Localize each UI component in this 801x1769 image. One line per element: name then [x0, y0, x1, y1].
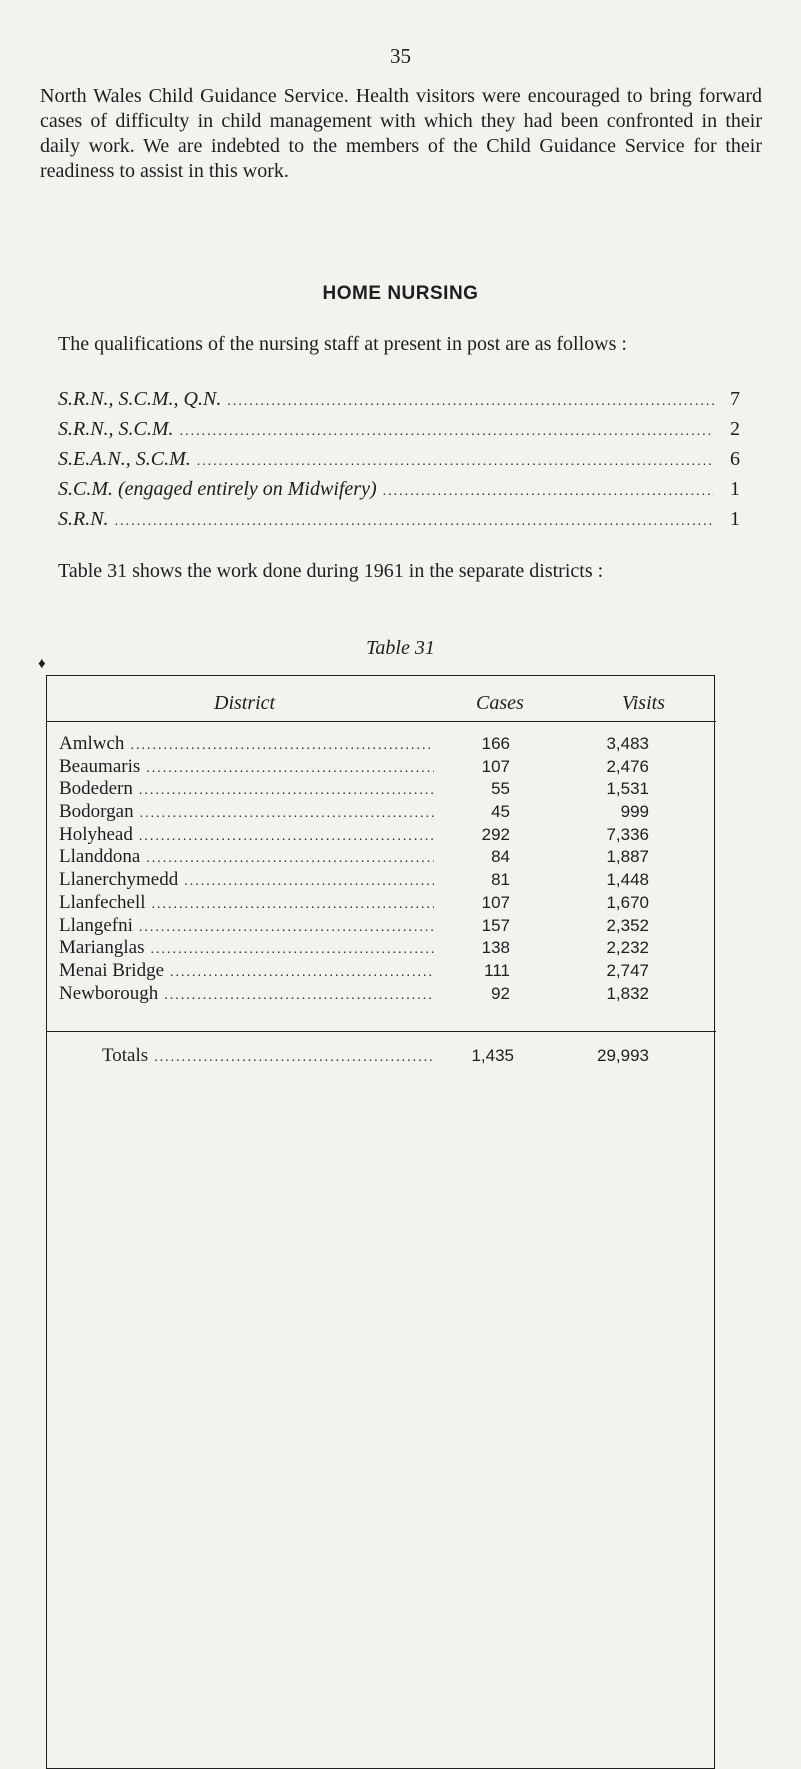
visits-value: 3,483: [606, 734, 649, 753]
table-row: [46, 778, 716, 801]
qualification-row: [58, 478, 740, 508]
visits-value: 999: [620, 802, 649, 822]
cases-value: 55: [491, 779, 510, 799]
visits-value: 1,670: [606, 892, 649, 912]
table-row: [46, 869, 716, 892]
qualification-row: [58, 448, 740, 478]
totals-line: [46, 1045, 716, 1068]
dot-leader: [383, 484, 714, 500]
dot-leader: [150, 939, 434, 961]
qualification-count: 1: [730, 508, 740, 530]
dot-leader: [139, 826, 434, 848]
table-row: [46, 824, 716, 847]
cases-value: 157: [481, 915, 510, 935]
cases-value: 84: [491, 847, 510, 867]
cases-value: 45: [491, 802, 510, 822]
cases-value: 92: [491, 983, 510, 1003]
district-name: Llanddona: [59, 846, 141, 868]
visits-value: 1,887: [606, 847, 649, 867]
header-district: District: [214, 692, 276, 714]
totals-label: Totals: [102, 1045, 149, 1066]
totals-cases-value: 1,435: [471, 1046, 514, 1065]
dot-leader: [139, 780, 434, 802]
table-row: [46, 756, 716, 779]
dot-leader: [152, 894, 434, 916]
cases-value: 138: [481, 938, 510, 958]
dot-leader: [227, 394, 714, 410]
table-row: [46, 983, 716, 1006]
cases-value: 81: [491, 870, 510, 890]
qualification-count: 1: [730, 478, 740, 500]
qualifications-intro: The qualifications of the nursing staff at present in post are as follows :: [58, 333, 627, 355]
cases-value: 107: [481, 892, 510, 912]
table-caption: Table 31: [366, 637, 435, 659]
table-row: [46, 801, 716, 824]
header-visits: Visits: [622, 692, 665, 714]
table-body: [46, 733, 716, 1005]
dot-leader: [184, 871, 434, 893]
dot-leader: [146, 848, 434, 870]
visits-value: 1,448: [606, 870, 649, 890]
visits-value: 2,476: [606, 756, 649, 776]
dot-leader: [115, 514, 714, 530]
district-name: Menai Bridge: [59, 959, 165, 981]
table-intro: Table 31 shows the work done during 1961 in the separate districts :: [58, 560, 604, 582]
visits-value: 2,352: [606, 915, 649, 935]
qualification-count: 6: [730, 448, 740, 470]
table-row: [46, 915, 716, 938]
qualification-label: S.R.N.: [58, 508, 109, 530]
qualification-count: 2: [730, 418, 740, 440]
qualification-label: S.R.N., S.C.M.: [58, 418, 174, 440]
qualification-label: S.R.N., S.C.M., Q.N.: [58, 388, 222, 410]
district-name: Bodedern: [59, 778, 133, 800]
qualification-count: 7: [730, 388, 740, 410]
district-name: Llangefni: [59, 914, 133, 936]
totals-visits-value: 29,993: [597, 1046, 649, 1065]
visits-value: 1,832: [606, 983, 649, 1003]
dot-leader: [146, 758, 434, 780]
table-row: [46, 937, 716, 960]
qualification-label: S.E.A.N., S.C.M.: [58, 448, 191, 470]
dot-leader: [139, 917, 434, 939]
district-name: Marianglas: [59, 937, 145, 959]
totals-row: [46, 1031, 716, 1072]
table-row: [46, 733, 716, 756]
header-cases: Cases: [476, 692, 524, 714]
intro-paragraph: North Wales Child Guidance Service. Health visitors were encouraged to bring forward cases of difficulty in child management with which they had been confronted in their daily work. We are indebted to the members of the Child Guidance Service for their readiness to assist in this work.: [40, 85, 762, 182]
cases-value: 111: [484, 960, 510, 980]
visits-value: 7,336: [606, 824, 649, 844]
qualification-row: [58, 418, 740, 448]
stray-mark: ♦: [38, 656, 46, 672]
section-heading: HOME NURSING: [322, 283, 479, 304]
visits-value: 2,747: [606, 960, 649, 980]
table-header-row: [46, 675, 716, 722]
dot-leader: [164, 985, 434, 1007]
visits-value: 1,531: [606, 779, 649, 799]
districts-table: [46, 675, 716, 1769]
visits-value: 2,232: [606, 938, 649, 958]
district-name: Newborough: [59, 982, 159, 1004]
dot-leader: [130, 735, 434, 757]
dot-leader: [154, 1047, 434, 1069]
qualification-row: [58, 388, 740, 418]
cases-value: 166: [481, 734, 510, 753]
dot-leader: [140, 803, 434, 825]
table-row: [46, 846, 716, 869]
district-name: Beaumaris: [59, 755, 141, 777]
district-name: Amlwch: [59, 733, 125, 754]
cases-value: 107: [481, 756, 510, 776]
qualification-label: S.C.M. (engaged entirely on Midwifery): [58, 478, 377, 500]
qualifications-list: [58, 388, 740, 538]
cases-value: 292: [481, 824, 510, 844]
district-name: Bodorgan: [59, 801, 134, 823]
district-name: Llanerchymedd: [59, 869, 179, 891]
dot-leader: [170, 962, 434, 984]
qualification-row: [58, 508, 740, 538]
table-row: [46, 892, 716, 915]
table-row: [46, 960, 716, 983]
page-number: 35: [390, 44, 411, 68]
dot-leader: [180, 424, 714, 440]
district-name: Holyhead: [59, 823, 133, 845]
dot-leader: [197, 454, 714, 470]
district-name: Llanfechell: [59, 891, 146, 913]
